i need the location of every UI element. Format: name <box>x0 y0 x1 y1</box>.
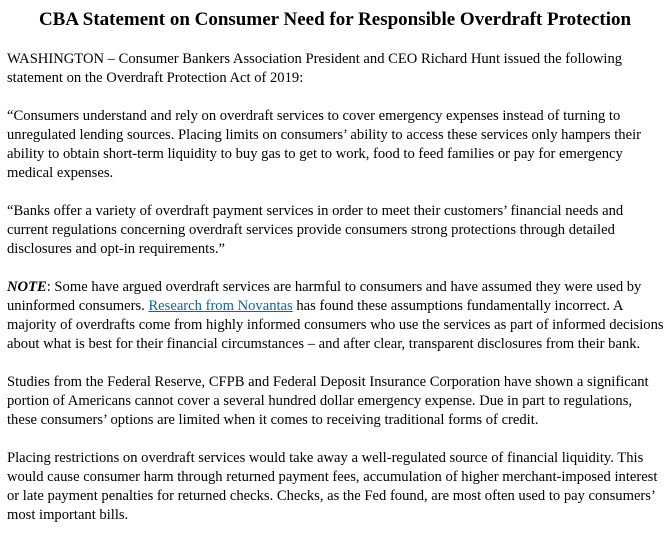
quote-paragraph-2: “Banks offer a variety of overdraft payment services in order to meet their customers’ financial needs and current regulations concerning overdraft services provide consumers strong protections through detailed disclosures and opt-in requirements.” <box>7 203 624 257</box>
novantas-research-link[interactable]: Research from Novantas <box>148 298 293 314</box>
studies-paragraph: Studies from the Federal Reserve, CFPB and Federal Deposit Insurance Corporation have shown a significant portion of Americans cannot cover a several hundred dollar emergency expense. Due in part to regulations, these consumers’ options are limited when it comes to receiving traditional forms of credit. <box>7 374 649 428</box>
restrictions-paragraph: Placing restrictions on overdraft services would take away a well-regulated source of financial liquidity. This would cause consumer harm through returned payment fees, accumulation of higher merchant-imposed interest or late payment penalties for returned checks. Checks, as the Fed found, are most often used to pay consumers’ most important bills. <box>7 450 658 523</box>
quote-paragraph-1: “Consumers understand and rely on overdraft services to cover emergency expenses instead of turning to unregulated lending sources. Placing limits on consumers’ ability to access these services only hampers their ability to obtain short-term liquidity to buy gas to get to work, food to feed families or pay for emergency medical expenses. <box>7 108 641 181</box>
note-text-after: has found these assumptions fundamentally incorrect. A majority of overdrafts come from highly informed consumers who use the services as part of informed decisions about what is best for their financial circumstances – and after clear, transparent disclosures from their bank. <box>7 298 664 352</box>
note-text-before: : Some have argued overdraft services are harmful to consumers and have assumed they were used by uninformed consumers. <box>7 279 642 314</box>
note-paragraph <box>7 278 665 354</box>
document-title: CBA Statement on Consumer Need for Responsible Overdraft Protection <box>38 9 632 30</box>
intro-paragraph: WASHINGTON – Consumer Bankers Association President and CEO Richard Hunt issued the following statement on the Overdraft Protection Act of 2019: <box>7 51 623 86</box>
note-label: NOTE <box>7 279 47 295</box>
